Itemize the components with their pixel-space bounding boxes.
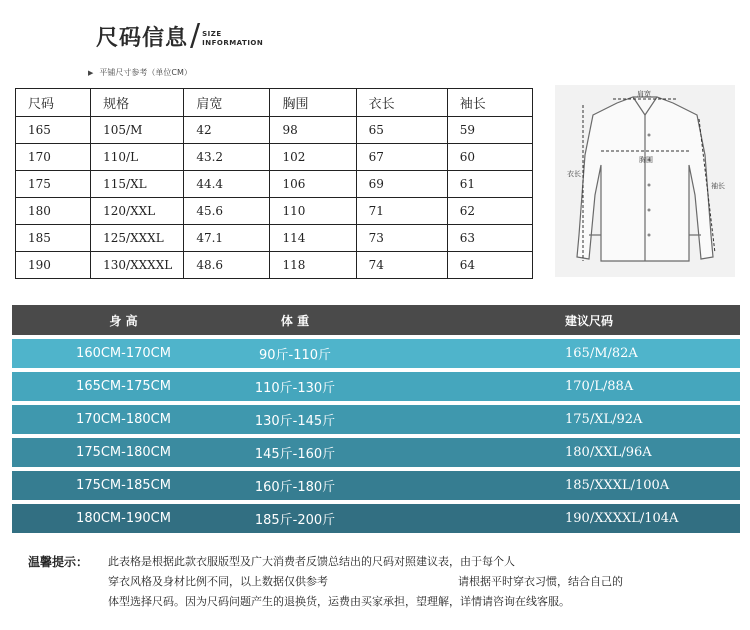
- recommend-height: 170CM-180CM: [76, 412, 171, 427]
- size-table-cell: 190: [16, 252, 91, 279]
- size-table-cell: 110: [270, 198, 356, 225]
- size-table-header-row: [16, 89, 533, 117]
- col-header-sleeve: 袖长: [447, 89, 532, 117]
- size-table-cell: 73: [356, 225, 447, 252]
- size-table-cell: 74: [356, 252, 447, 279]
- title-en-line1: SIZE: [202, 30, 222, 38]
- size-table-cell: 170: [16, 144, 91, 171]
- recommend-weight: 160斤-180斤: [254, 480, 336, 495]
- recommend-size: 180/XXL/96A: [565, 445, 652, 460]
- title-english: [202, 30, 263, 48]
- title-slash: /: [190, 18, 201, 53]
- unit-note: [88, 67, 192, 78]
- col-header-spec: 规格: [91, 89, 184, 117]
- recommend-row: [12, 504, 740, 533]
- size-table-cell: 69: [356, 171, 447, 198]
- recommend-row: [12, 471, 740, 500]
- size-table-cell: 62: [447, 198, 532, 225]
- recommend-weight: 145斤-160斤: [254, 447, 336, 462]
- recommend-header-height: 身 高: [109, 313, 138, 328]
- recommend-size: 165/M/82A: [565, 346, 638, 361]
- size-table-cell: 130/XXXXL: [91, 252, 184, 279]
- size-table-row: [16, 171, 533, 198]
- recommend-row: [12, 339, 740, 368]
- sleeve-label: 袖长: [711, 182, 725, 190]
- size-table-cell: 106: [270, 171, 356, 198]
- size-table-cell: 60: [447, 144, 532, 171]
- col-header-size: 尺码: [16, 89, 91, 117]
- recommend-weight: 185斤-200斤: [254, 513, 336, 528]
- size-table-cell: 165: [16, 117, 91, 144]
- recommend-height: 165CM-175CM: [76, 379, 171, 394]
- recommend-height: 175CM-185CM: [76, 478, 171, 493]
- size-table-cell: 114: [270, 225, 356, 252]
- size-table-cell: 63: [447, 225, 532, 252]
- recommend-size: 170/L/88A: [565, 379, 634, 394]
- tips-line-3: 体型选择尺码。因为尺码问题产生的退换货，运费由买家承担，望理解，详情请咨询在线客服。: [108, 595, 570, 608]
- size-table: [15, 88, 533, 279]
- recommend-weight: 90斤-110斤: [258, 348, 332, 363]
- shirt-icon: [555, 85, 735, 277]
- recommend-header-size: 建议尺码: [565, 313, 614, 328]
- size-table-cell: 105/M: [91, 117, 184, 144]
- size-table-cell: 118: [270, 252, 356, 279]
- recommend-row: [12, 405, 740, 434]
- col-header-chest: 胸围: [270, 89, 356, 117]
- recommend-height: 180CM-190CM: [76, 511, 171, 526]
- page-header: [96, 18, 263, 54]
- size-table-cell: 110/L: [91, 144, 184, 171]
- tips-line-1: 此表格是根据此款衣服版型及广大消费者反馈总结出的尺码对照建议表，由于每个人: [108, 555, 515, 568]
- size-table-cell: 115/XL: [91, 171, 184, 198]
- col-header-shoulder: 肩宽: [184, 89, 270, 117]
- shoulder-label: 肩宽: [637, 90, 651, 98]
- size-table-cell: 180: [16, 198, 91, 225]
- recommend-weight: 110斤-130斤: [254, 381, 336, 396]
- size-table-cell: 45.6: [184, 198, 270, 225]
- col-header-length: 衣长: [356, 89, 447, 117]
- size-table-cell: 47.1: [184, 225, 270, 252]
- recommend-height: 160CM-170CM: [76, 346, 171, 361]
- play-arrow-icon: ▶: [88, 68, 94, 77]
- size-table-cell: 102: [270, 144, 356, 171]
- recommend-table: [12, 305, 740, 533]
- recommend-size: 185/XXXL/100A: [565, 478, 670, 493]
- size-table-row: [16, 198, 533, 225]
- recommend-size: 175/XL/92A: [565, 412, 643, 427]
- size-table-row: [16, 117, 533, 144]
- tips-line-2a: 穿衣风格及身材比例不同，以上数据仅供参考: [108, 575, 328, 588]
- shirt-diagram: [555, 85, 735, 277]
- size-table-cell: 120/XXL: [91, 198, 184, 225]
- unit-note-text: 平铺尺寸参考（单位CM）: [99, 68, 192, 77]
- length-label: 衣长: [567, 170, 581, 178]
- size-table-cell: 71: [356, 198, 447, 225]
- size-table-row: [16, 144, 533, 171]
- size-table-cell: 125/XXXL: [91, 225, 184, 252]
- size-table-cell: 64: [447, 252, 532, 279]
- size-table-cell: 98: [270, 117, 356, 144]
- size-table-cell: 42: [184, 117, 270, 144]
- recommend-row: [12, 372, 740, 401]
- title-en-line2: INFORMATION: [202, 39, 264, 47]
- recommend-height: 175CM-180CM: [76, 445, 171, 460]
- tips-line-2: [108, 572, 738, 592]
- size-table-cell: 175: [16, 171, 91, 198]
- chest-label: 胸围: [639, 156, 653, 164]
- size-table-cell: 44.4: [184, 171, 270, 198]
- tips-text: [108, 552, 738, 612]
- recommend-header-weight: 体 重: [280, 313, 310, 328]
- size-table-cell: 61: [447, 171, 532, 198]
- tips-label: 温馨提示：: [28, 555, 89, 569]
- recommend-header-row: [12, 305, 740, 335]
- page-title: 尺码信息: [96, 25, 189, 51]
- recommend-size: 190/XXXXL/104A: [565, 511, 679, 526]
- size-table-cell: 65: [356, 117, 447, 144]
- tips-line-2b: 请根据平时穿衣习惯，结合自己的: [458, 575, 623, 588]
- size-table-cell: 67: [356, 144, 447, 171]
- size-table-cell: 43.2: [184, 144, 270, 171]
- recommend-row: [12, 438, 740, 467]
- size-table-row: [16, 225, 533, 252]
- size-table-cell: 48.6: [184, 252, 270, 279]
- size-table-row: [16, 252, 533, 279]
- size-table-cell: 185: [16, 225, 91, 252]
- size-table-cell: 59: [447, 117, 532, 144]
- recommend-weight: 130斤-145斤: [254, 414, 336, 429]
